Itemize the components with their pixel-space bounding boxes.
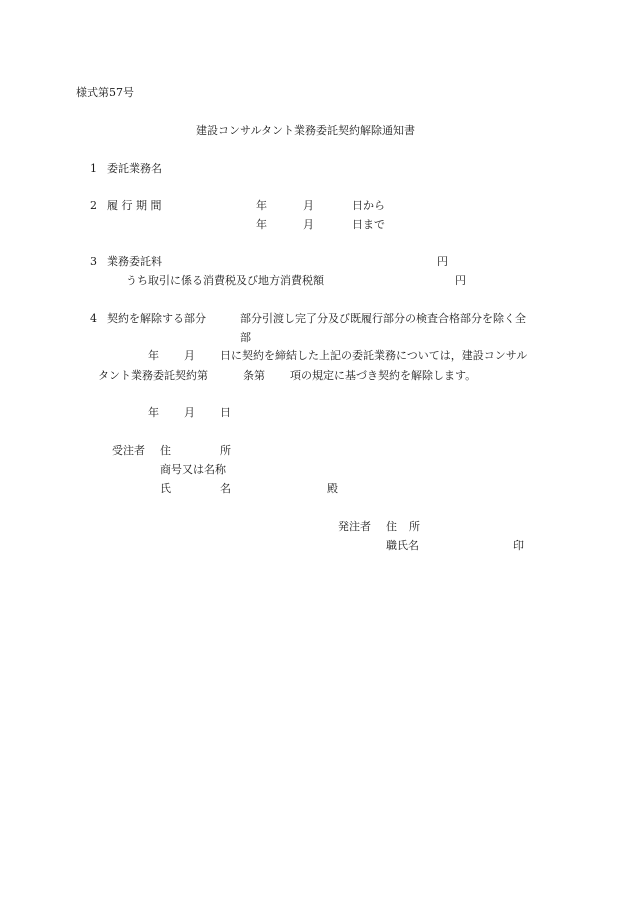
contractor-name-label-a: 氏	[160, 482, 171, 495]
item2-label: 履 行 期 間	[107, 199, 162, 212]
item2-number: 2	[90, 199, 97, 212]
period-to-day: 日まで	[352, 218, 385, 231]
tax-yen: 円	[455, 274, 466, 287]
item3-number: 3	[90, 255, 97, 268]
client-role: 発注者	[338, 520, 371, 533]
item4-label: 契約を解除する部分	[107, 312, 206, 325]
item1-label: 委託業務名	[107, 162, 162, 175]
item4-number: 4	[90, 312, 97, 325]
form-number: 様式第57号	[76, 86, 134, 99]
period-to-year: 年	[256, 218, 267, 231]
contractor-address-label-a: 住	[160, 444, 171, 457]
client-title-name-label: 職氏名	[386, 539, 419, 552]
contractor-name-label-b: 名	[220, 482, 231, 495]
client-address-label-b: 所	[409, 520, 420, 533]
body-month: 月	[184, 349, 195, 362]
body-line2-c: 項の規定に基づき契約を解除します。	[290, 369, 477, 382]
document-title: 建設コンサルタント業務委託契約解除通知書	[196, 124, 416, 137]
period-from-month: 月	[303, 199, 314, 212]
contractor-company-label: 商号又は名称	[160, 463, 226, 476]
client-seal: 印	[513, 539, 524, 552]
body-year: 年	[148, 349, 159, 362]
date-day: 日	[220, 406, 231, 419]
body-line2-b: 条第	[243, 369, 265, 382]
client-address-label-a: 住	[386, 520, 397, 533]
date-month: 月	[184, 406, 195, 419]
body-line1: 日に契約を締結した上記の委託業務については，建設コンサル	[220, 349, 528, 362]
period-from-year: 年	[256, 199, 267, 212]
item4-value-line2: 部	[240, 331, 251, 344]
period-from-day: 日から	[352, 199, 385, 212]
contractor-address-label-b: 所	[220, 444, 231, 457]
tax-label: うち取引に係る消費税及び地方消費税額	[126, 274, 324, 287]
item4-value-line1: 部分引渡し完了分及び既履行部分の検査合格部分を除く全	[240, 312, 526, 325]
contractor-role: 受注者	[112, 444, 145, 457]
item1-number: 1	[90, 162, 97, 175]
date-year: 年	[148, 406, 159, 419]
period-to-month: 月	[303, 218, 314, 231]
contractor-honorific: 殿	[327, 482, 338, 495]
fee-yen: 円	[437, 255, 448, 268]
body-line2-a: タント業務委託契約第	[98, 369, 208, 382]
item3-label: 業務委託料	[107, 255, 162, 268]
